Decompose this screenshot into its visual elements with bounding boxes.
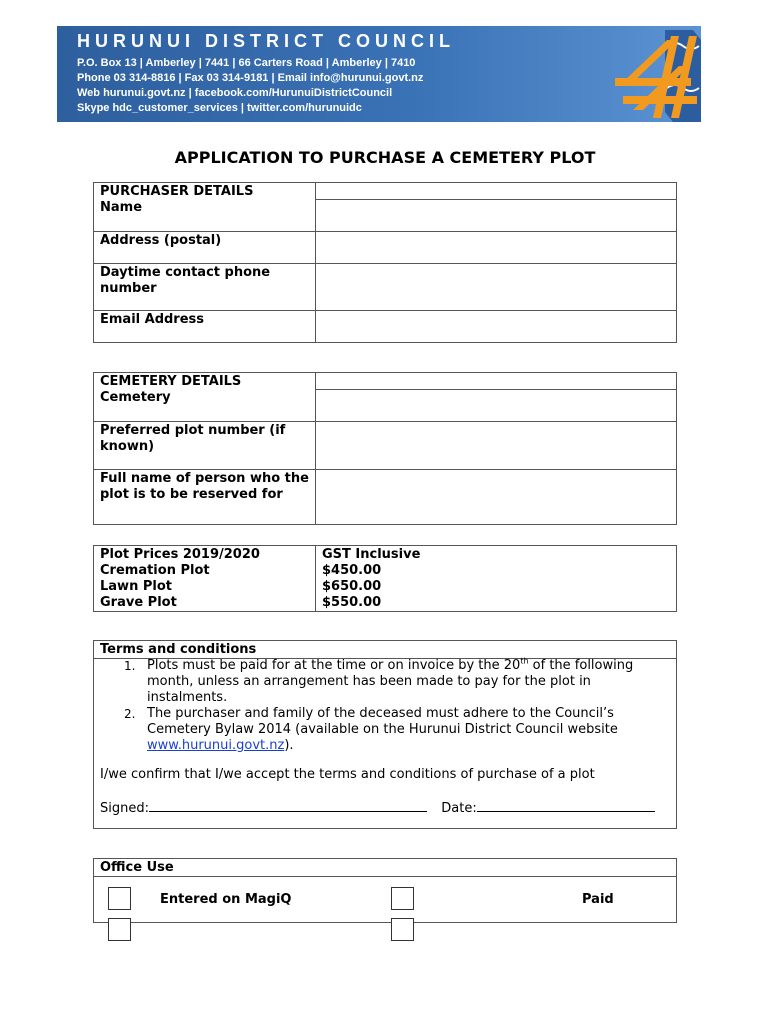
terms-item bbox=[124, 656, 657, 706]
extra-checkbox[interactable] bbox=[108, 918, 131, 941]
item-number: 1. bbox=[124, 659, 136, 673]
plot-prices-table bbox=[93, 545, 677, 612]
plot-number-label: Preferred plot number (if known) bbox=[94, 422, 316, 470]
terms-superscript: th bbox=[520, 656, 529, 666]
price-value: $550.00 bbox=[322, 595, 382, 610]
entered-checkbox[interactable] bbox=[108, 887, 131, 910]
cemetery-details-table bbox=[93, 372, 677, 525]
cemetery-label: Cemetery bbox=[100, 390, 171, 405]
signature-line bbox=[100, 798, 655, 817]
address-field[interactable] bbox=[316, 232, 677, 264]
email-field[interactable] bbox=[316, 311, 677, 343]
price-type: Lawn Plot bbox=[100, 579, 172, 594]
council-website-link[interactable]: www.hurunui.govt.nz bbox=[147, 738, 285, 753]
prices-header-left: Plot Prices 2019/2020 bbox=[100, 547, 260, 562]
price-type: Cremation Plot bbox=[100, 563, 210, 578]
terms-text: Plots must be paid for at the time or on invoice by the 20 bbox=[147, 658, 521, 673]
price-value: $450.00 bbox=[322, 563, 382, 578]
terms-text: of the following month, unless an arrangement has been made to pay for the plot in instalments. bbox=[147, 658, 634, 705]
purchaser-details-table bbox=[93, 182, 677, 343]
paid-label: Paid bbox=[582, 892, 614, 907]
signed-field[interactable] bbox=[149, 798, 427, 812]
cemetery-label-cell bbox=[94, 373, 316, 422]
skype-line: Skype hdc_customer_services | twitter.com/hurunuidc bbox=[77, 102, 362, 114]
council-logo-icon bbox=[613, 26, 701, 122]
reserved-person-label: Full name of person who the plot is to be reserved for bbox=[94, 470, 316, 525]
office-use-section bbox=[93, 858, 677, 923]
price-type: Grave Plot bbox=[100, 595, 177, 610]
cemetery-field[interactable] bbox=[316, 373, 677, 422]
terms-text: The purchaser and family of the deceased must adhere to the Council’s Cemetery Bylaw 2014 (available on the Hurunui District Council website bbox=[147, 706, 618, 737]
terms-list bbox=[124, 656, 657, 754]
terms-heading: Terms and conditions bbox=[100, 642, 257, 657]
plot-number-field[interactable] bbox=[316, 422, 677, 470]
purchaser-heading: PURCHASER DETAILS bbox=[100, 184, 254, 199]
purchaser-name-label bbox=[94, 183, 316, 232]
name-label: Name bbox=[100, 200, 143, 215]
price-value: $650.00 bbox=[322, 579, 382, 594]
email-label: Email Address bbox=[94, 311, 316, 343]
office-divider bbox=[94, 876, 676, 877]
org-name: HURUNUI DISTRICT COUNCIL bbox=[77, 31, 455, 51]
terms-section bbox=[93, 640, 677, 829]
plot-prices-cell bbox=[316, 546, 677, 612]
confirm-statement: I/we confirm that I/we accept the terms and conditions of purchase of a plot bbox=[100, 767, 595, 782]
address-label: Address (postal) bbox=[94, 232, 316, 264]
reserved-person-field[interactable] bbox=[316, 470, 677, 525]
signed-label: Signed: bbox=[100, 801, 149, 816]
date-field[interactable] bbox=[477, 798, 655, 812]
extra-checkbox[interactable] bbox=[391, 918, 414, 941]
date-label: Date: bbox=[441, 801, 477, 816]
plot-types-cell bbox=[94, 546, 316, 612]
terms-item bbox=[124, 706, 657, 754]
page-title: APPLICATION TO PURCHASE A CEMETERY PLOT bbox=[174, 148, 596, 167]
paid-checkbox[interactable] bbox=[391, 887, 414, 910]
address-line: P.O. Box 13 | Amberley | 7441 | 66 Carters Road | Amberley | 7410 bbox=[77, 57, 416, 69]
phone-line: Phone 03 314-8816 | Fax 03 314-9181 | Email info@hurunui.govt.nz bbox=[77, 72, 424, 84]
phone-label: Daytime contact phone number bbox=[94, 264, 316, 311]
cemetery-heading: CEMETERY DETAILS bbox=[100, 374, 242, 389]
header-banner bbox=[57, 26, 701, 122]
prices-header-right: GST Inclusive bbox=[322, 547, 421, 562]
item-number: 2. bbox=[124, 707, 136, 721]
name-field[interactable] bbox=[316, 183, 677, 232]
office-heading: Office Use bbox=[100, 860, 174, 875]
web-line: Web hurunui.govt.nz | facebook.com/HurunuiDistrictCouncil bbox=[77, 87, 393, 99]
phone-field[interactable] bbox=[316, 264, 677, 311]
terms-text: ). bbox=[284, 738, 294, 753]
entered-label: Entered on MagiQ bbox=[160, 892, 292, 907]
